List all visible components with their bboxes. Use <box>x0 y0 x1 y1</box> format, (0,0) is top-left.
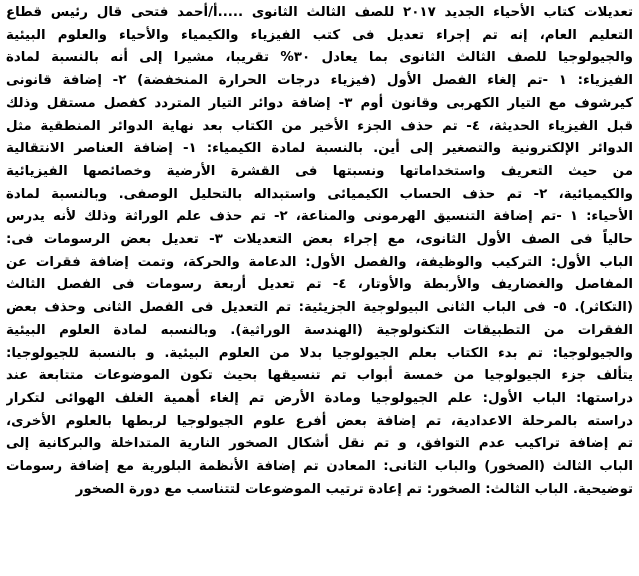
article-line-12: الباب الأول: التركيب والوظيفة، والفصل الأول: الدعامة والحركة، وتمت إضافة فقرات عن <box>6 254 633 270</box>
article-line-4: الفيزياء: ١ -تم إلغاء الفصل الأول (فيزياء درجات الحرارة المنخفضة) ٢- إضافة قانونى <box>6 73 633 89</box>
article-line-21: الباب الثالث (الصخور) والباب الثانى: المعادن تم إضافة الأنظمة البلورية مع إضافة رسومات <box>6 459 633 475</box>
article-line-6: قبل الفيزياء الحديثة، ٤- تم حذف الجزء الأخير من الكتاب بعد نهاية الدوائر المنطقية مثل <box>6 118 633 134</box>
article-line-13: المفاصل والغضاريف والأربطة والأوتار، ٤- تم تعديل أربعة رسومات فى الفصل الثالث <box>6 277 633 293</box>
article-line-5: كيرشوف مع التيار الكهربى وقانون أوم ٣- إضافة دوائر التيار المتردد كفصل مستقل وذلك <box>6 95 633 111</box>
article-line-3: والجيولوجيا للصف الثالث الثانوى بما يعادل ٣٠% تقريبا، مشيرا إلى أنه بالنسبة لمادة <box>6 50 633 66</box>
article-line-17: يتألف جزء الجيولوجيا من خمسة أبواب تم تنسيقها بحيث تكون الموضوعات متتابعة عند <box>6 368 633 384</box>
article-line-15: الفقرات من التطبيقات التكنولوجية (الهندسة الوراثية). وبالنسبه لمادة العلوم البيئية <box>6 322 633 338</box>
article-line-1: تعديلات كتاب الأحياء الجديد ٢٠١٧ للصف الثالث الثانوى .....أ/أحمد فتحى قال رئيس قطاع <box>6 5 633 20</box>
article-line-2: التعليم العام، إنه تم إجراء تعديل فى كتب الفيزياء والكيمياء والأحياء والعلوم البيئية <box>6 27 633 43</box>
article-line-20: تم إضافة تراكيب عدم التوافق، و تم نقل أشكال الصخور النارية المتداخلة والبركانية إلى <box>6 436 633 452</box>
article-line-18: دراستها: الباب الأول: علم الجيولوجيا ومادة الأرض تم إلغاء أهمية الغلف الهوائى لتكرار <box>6 390 633 406</box>
article-line-19: دراسته بالمرحلة الاعدادية، تم إضافة بعض أفرع علوم الجيولوجيا لربطها بالعلوم الأخرى، <box>6 413 633 429</box>
article-line-22: توضيحية. الباب الثالث: الصخور: تم إعادة ترتيب الموضوعات لتتناسب مع دورة الصخور <box>75 481 633 497</box>
article-line-10: الأحياء: ١ -تم إضافة التنسيق الهرمونى والمناعة، ٢- تم حذف علم الوراثة وذلك لأنه يدرس <box>6 209 633 225</box>
article-line-9: والكيميائية، ٢- تم حذف الحساب الكيميائى واستبداله بالتحليل الوصفى. وبالنسبة لمادة <box>6 186 633 202</box>
article-line-7: الدوائر الإلكترونية والتصغير إلى أين. بالنسبة لمادة الكيمياء: ١- إضافة العناصر الانتقالية <box>6 141 633 157</box>
article-line-14: (التكاثر). ٥- فى الباب الثانى البيولوجية الجزيئية: تم التعديل فى الفصل الثانى وحذف بعض <box>6 300 633 316</box>
article-line-8: من حيث التعريف واستخداماتها ونسبتها فى القشرة الأرضية وخصائصها الفيزيائية <box>6 163 633 179</box>
article-body <box>6 2 633 501</box>
article-line-11: حالياً فى الصف الأول الثانوى، مع إجراء بعض التعديلات ٣- تعديل بعض الرسومات فى: <box>6 232 633 248</box>
article-line-16: والجيولوجيا: تم بدء الكتاب بعلم الجيولوجيا بدلا من العلوم البيئية. و بالنسبة للجيولوجيا: <box>6 345 633 361</box>
